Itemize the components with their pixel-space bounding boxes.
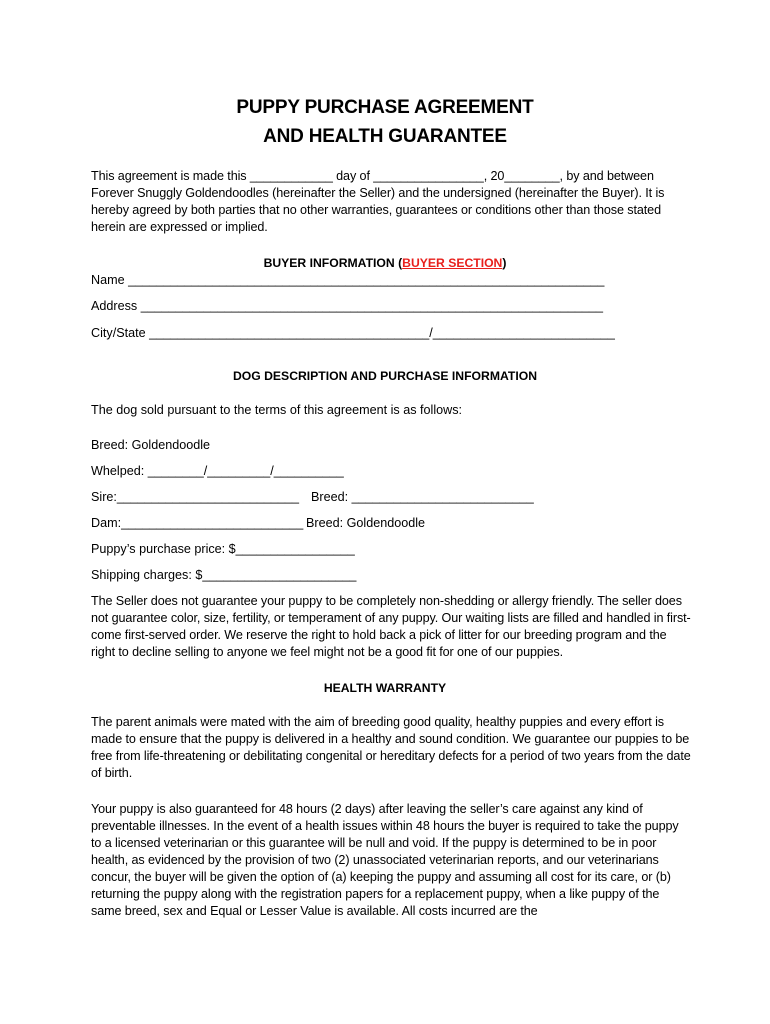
breed-text: Breed: Goldendoodle — [91, 438, 211, 452]
purchase-price-field[interactable]: Puppy’s purchase price: $_________________ — [91, 542, 355, 556]
buyer-info-heading — [0, 255, 770, 272]
buyer-heading-suffix: ) — [502, 256, 507, 270]
health-paragraph-1: The parent animals were mated with the aim of breeding good quality, healthy puppies and every effort is made to ensure that the puppy is delivered in a healthy and sound condition. We guarantee our puppies to be free from life-threatening or debilitating congenital or hereditary defects for a period of two years from the date of birth. — [91, 715, 691, 780]
dam-field[interactable]: Dam:__________________________ — [91, 516, 304, 530]
buyer-city-state-field[interactable]: City/State ________________________________________/__________________________ — [91, 326, 615, 340]
buyer-section-highlight: BUYER SECTION — [402, 256, 503, 270]
whelped-field[interactable]: Whelped: ________/_________/__________ — [91, 464, 344, 478]
document-title-line1: PUPPY PURCHASE AGREEMENT — [236, 97, 534, 118]
sire-breed-field[interactable]: Breed: __________________________ — [311, 490, 534, 504]
dog-intro-text: The dog sold pursuant to the terms of this agreement is as follows: — [91, 403, 463, 417]
health-paragraph-2: Your puppy is also guaranteed for 48 hours (2 days) after leaving the seller’s care against any kind of preventable illnesses. In the event of a health issues within 48 hours the buyer is required to take the puppy to a licensed veterinarian or this guarantee will be null and void. If the puppy is determined to be in poor health, as evidenced by the provision of two (2) unassociated veterinarian reports, and our veterinarians concur, the buyer will be given the option of (a) keeping the puppy and assuming all cost for its care, or (b) returning the puppy along with the registration papers for a replacement puppy, when a like puppy of the same breed, sex and Equal or Lesser Value is available. All costs incurred are the — [91, 802, 679, 918]
buyer-name-field[interactable]: Name ____________________________________________________________________ — [91, 273, 605, 287]
buyer-address-field[interactable]: Address __________________________________________________________________ — [91, 299, 603, 313]
intro-paragraph: This agreement is made this ____________ day of ________________, 20________, by and between Forever Snuggly Goldendoodles (hereinafter the Seller) and the undersigned (hereinafter the Buyer). It is hereby agreed by both parties that no other warranties, guarantees or conditions other than those stated herein are expressed or implied. — [91, 169, 665, 234]
health-warranty-heading: HEALTH WARRANTY — [323, 681, 447, 695]
dam-breed-text: Breed: Goldendoodle — [306, 516, 426, 530]
document-title-line2: AND HEALTH GUARANTEE — [263, 126, 507, 147]
dog-description-heading: DOG DESCRIPTION AND PURCHASE INFORMATION — [232, 369, 537, 383]
shipping-charges-field[interactable]: Shipping charges: $______________________ — [91, 568, 357, 582]
sire-field[interactable]: Sire:__________________________ — [91, 490, 299, 504]
buyer-heading-prefix: BUYER INFORMATION ( — [263, 256, 403, 270]
disclaimer-paragraph: The Seller does not guarantee your puppy to be completely non-shedding or allergy friendly. The seller does not guarantee color, size, fertility, or temperament of any puppy. Our waiting lists are filled and handled in first-come first-served order. We reserve the right to hold back a pick of litter for our breeding program and the right to decline selling to anyone we feel might not be a good fit for one of our puppies. — [91, 594, 691, 659]
